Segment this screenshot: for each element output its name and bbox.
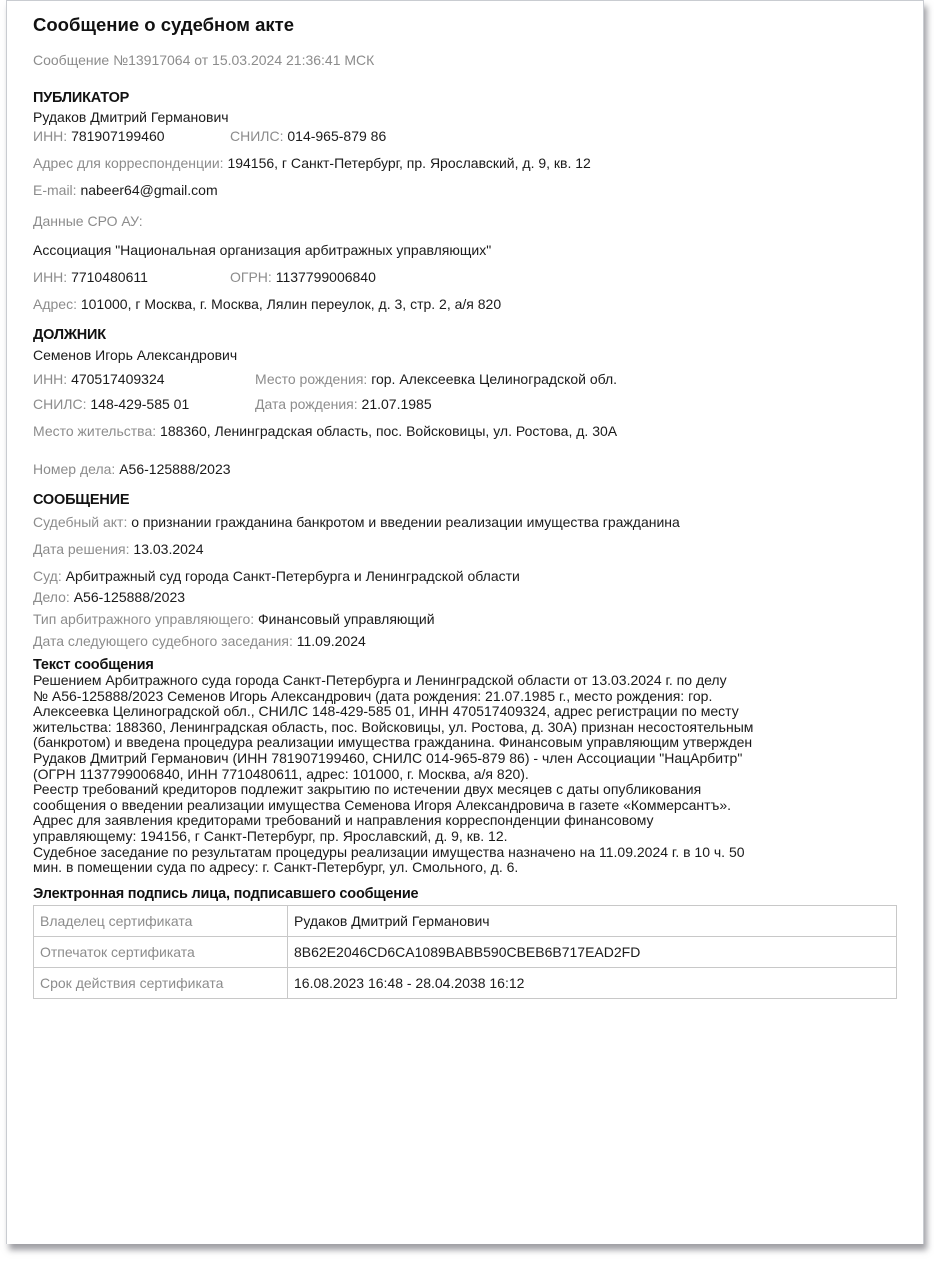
- debtor-heading: ДОЛЖНИК: [33, 327, 106, 343]
- cert-fingerprint-value: 8B62E2046CD6CA1089BABB590CBEB6B717EAD2FD: [288, 936, 897, 967]
- publisher-heading: ПУБЛИКАТОР: [33, 90, 130, 106]
- publisher-ids-row: [33, 127, 903, 145]
- sro-ogrn: ОГРН: 1137799006840: [230, 269, 376, 285]
- table-row: [34, 905, 897, 936]
- court-act: Судебный акт: о признании гражданина банкротом и введении реализации имущества гражданина: [33, 514, 680, 530]
- message-number: Сообщение №13917064 от 15.03.2024 21:36:41 МСК: [33, 52, 375, 68]
- manager-type: Тип арбитражного управляющего: Финансовый управляющий: [33, 611, 435, 627]
- publisher-name: Рудаков Дмитрий Германович: [33, 109, 229, 125]
- cert-owner-value: Рудаков Дмитрий Германович: [288, 905, 897, 936]
- text-line: управляющему: 194156, г Санкт-Петербург, пр. Ярославский, д. 9, кв. 12.: [33, 827, 508, 844]
- sro-name: Ассоциация "Национальная организация арбитражных управляющих": [33, 242, 492, 258]
- sro-inn: ИНН: 7710480611: [33, 269, 148, 285]
- text-heading: Текст сообщения: [33, 657, 154, 673]
- text-line: (ОГРН 1137799006840, ИНН 7710480611, адрес: 101000, г. Москва, а/я 820).: [33, 765, 529, 782]
- debtor-birthdate: Дата рождения: 21.07.1985: [255, 396, 432, 412]
- debtor-row-2: [33, 395, 903, 413]
- signature-table: [33, 905, 897, 999]
- text-line: (банкротом) и введена процедура реализации имущества гражданина. Финансовым управляющим утвержден: [33, 734, 753, 751]
- publisher-inn: ИНН: 781907199460: [33, 128, 165, 144]
- text-line: Алексеевка Целиноградской обл., СНИЛС 148-429-585 01, ИНН 470517409324, адрес регистрации по месту: [33, 703, 739, 720]
- document-content: [33, 11, 903, 999]
- decision-date: Дата решения: 13.03.2024: [33, 541, 204, 557]
- text-line: Судебное заседание по результатам процедуры реализации имущества назначено на 11.09.2024 г. в 10 ч. 50: [33, 843, 745, 860]
- signature-heading: Электронная подпись лица, подписавшего сообщение: [33, 885, 419, 902]
- text-line: мин. в помещении суда по адресу: г. Санкт-Петербург, ул. Смольного, д. 6.: [33, 859, 519, 876]
- table-row: [34, 936, 897, 967]
- text-line: Рудаков Дмитрий Германович (ИНН 781907199460, СНИЛС 014-965-879 86) - член Ассоциации "НацАрбитр": [33, 749, 743, 766]
- text-line: Решением Арбитражного суда города Санкт-Петербурга и Ленинградской области от 13.03.2024 г. по делу: [33, 672, 727, 688]
- cert-validity-value: 16.08.2023 16:48 - 28.04.2038 16:12: [288, 967, 897, 998]
- case: Дело: А56-125888/2023: [33, 589, 186, 605]
- cert-fingerprint-label: Отпечаток сертификата: [34, 936, 288, 967]
- debtor-inn: ИНН: 470517409324: [33, 371, 165, 387]
- message-heading: СООБЩЕНИЕ: [33, 492, 130, 508]
- text-line: Реестр требований кредиторов подлежит закрытию по истечении двух месяцев с даты опубликования: [33, 781, 702, 798]
- sro-label: Данные СРО АУ:: [33, 213, 143, 229]
- publisher-snils: СНИЛС: 014-965-879 86: [230, 128, 387, 144]
- text-line: сообщения о введении реализации имущества Семенова Игоря Александровича в газете «Коммерсантъ».: [33, 796, 731, 813]
- table-row: [34, 967, 897, 998]
- publisher-email: E-mail: nabeer64@gmail.com: [33, 182, 218, 198]
- text-line: жительства: 188360, Ленинградская область, пос. Войсковицы, ул. Ростова, д. 30А) признан несостоятельным: [33, 718, 754, 735]
- debtor-name: Семенов Игорь Александрович: [33, 347, 238, 363]
- document-page: [6, 0, 924, 1244]
- debtor-snils: СНИЛС: 148-429-585 01: [33, 396, 190, 412]
- publisher-address: Адрес для корреспонденции: 194156, г Санкт-Петербург, пр. Ярославский, д. 9, кв. 12: [33, 155, 591, 171]
- debtor-row-1: [33, 370, 903, 388]
- debtor-case: Номер дела: А56-125888/2023: [33, 461, 231, 477]
- debtor-birthplace: Место рождения: гор. Алексеевка Целиноградской обл.: [255, 371, 618, 387]
- sro-ids-row: [33, 268, 903, 286]
- next-hearing: Дата следующего судебного заседания: 11.09.2024: [33, 633, 366, 649]
- cert-validity-label: Срок действия сертификата: [34, 967, 288, 998]
- text-line: Адрес для заявления кредиторами требований и направления корреспонденции финансовому: [33, 812, 654, 829]
- sro-address: Адрес: 101000, г Москва, г. Москва, Лялин переулок, д. 3, стр. 2, а/я 820: [33, 296, 502, 312]
- message-text: [33, 673, 903, 876]
- court: Суд: Арбитражный суд города Санкт-Петербурга и Ленинградской области: [33, 568, 520, 584]
- text-line: № А56-125888/2023 Семенов Игорь Александрович (дата рождения: 21.07.1985 г., место рождения: гор.: [33, 687, 713, 704]
- debtor-residence: Место жительства: 188360, Ленинградская область, пос. Войсковицы, ул. Ростова, д. 30А: [33, 423, 618, 439]
- cert-owner-label: Владелец сертификата: [34, 905, 288, 936]
- page-title: Сообщение о судебном акте: [33, 14, 294, 35]
- email-link[interactable]: nabeer64@gmail.com: [80, 182, 218, 198]
